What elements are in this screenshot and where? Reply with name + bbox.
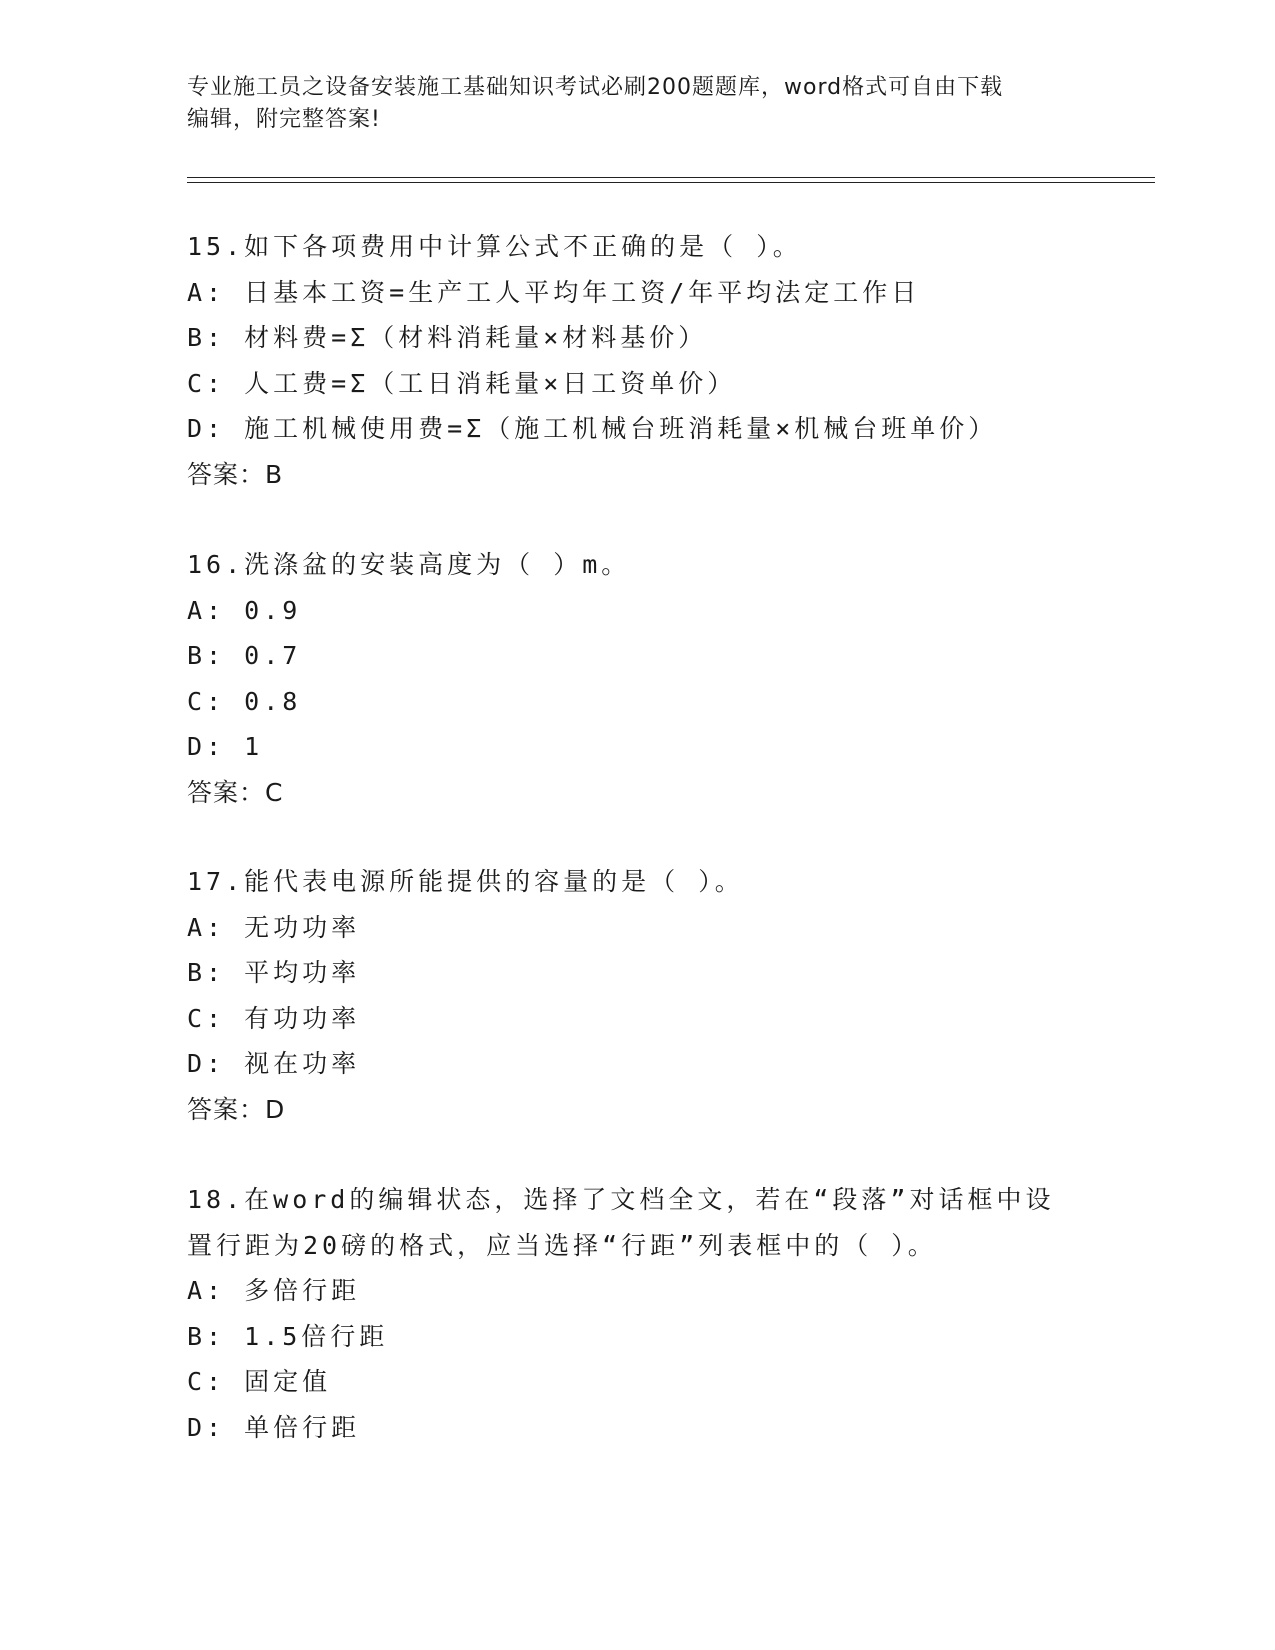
- question-stem-line-2: 置行距为20磅的格式，应当选择“行距”列表框中的（ ）。: [187, 1230, 937, 1260]
- answer-label: 答案：C: [187, 777, 284, 807]
- header-divider: [187, 177, 1155, 183]
- option-d: D: 施工机械使用费=Σ（施工机械台班消耗量×机械台班单价）: [187, 414, 998, 443]
- option-c: C: 有功功率: [187, 1003, 361, 1033]
- option-b: B: 0.7: [187, 641, 302, 670]
- question-stem: 15.如下各项费用中计算公式不正确的是（ ）。: [187, 232, 802, 261]
- option-c: C: 固定值: [187, 1367, 332, 1396]
- question-16: [187, 542, 1087, 815]
- answer-label: 答案：D: [187, 1094, 286, 1124]
- header-line-1: 专业施工员之设备安装施工基础知识考试必刷200题题库，word格式可自由下载: [187, 75, 1004, 100]
- question-18: [187, 1177, 1087, 1450]
- option-a: A: 无功功率: [187, 912, 361, 942]
- question-stem: 17.能代表电源所能提供的容量的是（ ）。: [187, 867, 744, 896]
- option-b: B: 材料费=Σ（材料消耗量×材料基价）: [187, 323, 708, 352]
- option-a: A: 日基本工资=生产工人平均年工资/年平均法定工作日: [187, 277, 921, 307]
- question-stem-line-1: 18.在word的编辑状态，选择了文档全文，若在“段落”对话框中设: [187, 1185, 1055, 1214]
- question-15: [187, 224, 1087, 497]
- option-b: B: 1.5倍行距: [187, 1321, 389, 1351]
- document-header: [187, 72, 1067, 136]
- question-17: [187, 859, 1087, 1132]
- option-b: B: 平均功率: [187, 958, 361, 987]
- option-a: A: 多倍行距: [187, 1276, 361, 1305]
- option-c: C: 0.8: [187, 686, 302, 716]
- option-d: D: 单倍行距: [187, 1412, 361, 1442]
- option-d: D: 1: [187, 732, 264, 761]
- option-a: A: 0.9: [187, 595, 302, 625]
- header-line-2: 编辑，附完整答案!: [187, 107, 381, 132]
- option-d: D: 视在功率: [187, 1049, 361, 1078]
- option-c: C: 人工费=Σ（工日消耗量×日工资单价）: [187, 368, 737, 398]
- question-stem: 16.洗涤盆的安装高度为（ ）m。: [187, 550, 631, 579]
- answer-label: 答案：B: [187, 459, 284, 489]
